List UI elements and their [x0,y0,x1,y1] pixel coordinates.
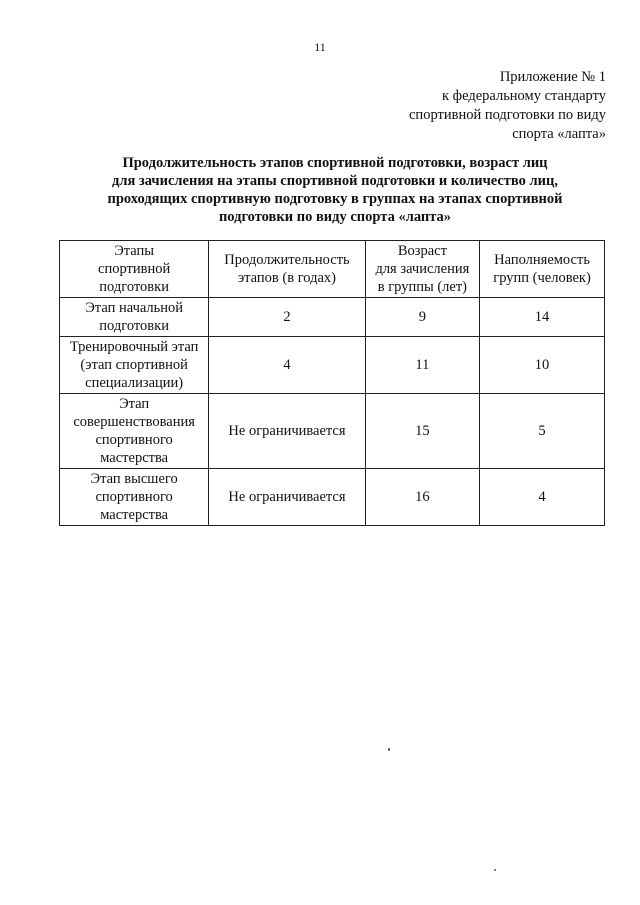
header-age [365,241,479,298]
table-header-row [60,241,605,298]
header-age-label: Возраст для зачисления в группы (лет) [375,243,470,295]
cell-stage-text: Этап начальной подготовки [85,300,184,334]
cell-duration: 2 [209,298,365,337]
cell-age: 9 [365,298,479,337]
cell-stage-text: Тренировочный этап (этап спортивной специализации) [69,339,199,391]
cell-duration: Не ограничивается [209,469,365,526]
title-line: проходящих спортивную подготовку в группах на этапах спортивной [107,191,563,207]
header-duration [209,241,365,298]
cell-group-size: 14 [480,298,605,337]
cell-group-size: 5 [480,394,605,469]
cell-stage [60,394,209,469]
scan-speck [494,869,496,871]
cell-age: 16 [365,469,479,526]
cell-stage [60,337,209,394]
cell-age: 11 [365,337,479,394]
table-row [60,298,605,337]
table-row [60,394,605,469]
header-group-size [480,241,605,298]
header-stage [60,241,209,298]
stages-table [59,240,605,526]
header-group-size-label: Наполняемость групп (человек) [493,252,591,286]
cell-stage [60,298,209,337]
appendix-line: Приложение № 1 [499,69,606,85]
cell-group-size: 10 [480,337,605,394]
appendix-header [409,68,606,144]
cell-group-size: 4 [480,469,605,526]
title-line: для зачисления на этапы спортивной подготовки и количество лиц, [111,173,559,189]
title-line: подготовки по виду спорта «лапта» [218,209,452,225]
table-row [60,469,605,526]
page-number: 11 [314,40,326,54]
cell-stage-text: Этап высшего спортивного мастерства [90,471,178,523]
appendix-line: к федеральному стандарту [442,88,606,104]
title-line: Продолжительность этапов спортивной подготовки, возраст лиц [122,155,548,171]
document-title [60,154,610,226]
table-row [60,337,605,394]
cell-stage [60,469,209,526]
appendix-line: спорта «лапта» [512,126,606,142]
header-stage-label: Этапы спортивной подготовки [98,243,171,295]
header-duration-label: Продолжительность этапов (в годах) [224,252,350,286]
cell-duration: 4 [209,337,365,394]
scan-speck [388,748,390,751]
cell-duration: Не ограничивается [209,394,365,469]
cell-age: 15 [365,394,479,469]
appendix-line: спортивной подготовки по виду [409,107,606,123]
cell-stage-text: Этап совершенствования спортивного мастерства [73,396,195,466]
